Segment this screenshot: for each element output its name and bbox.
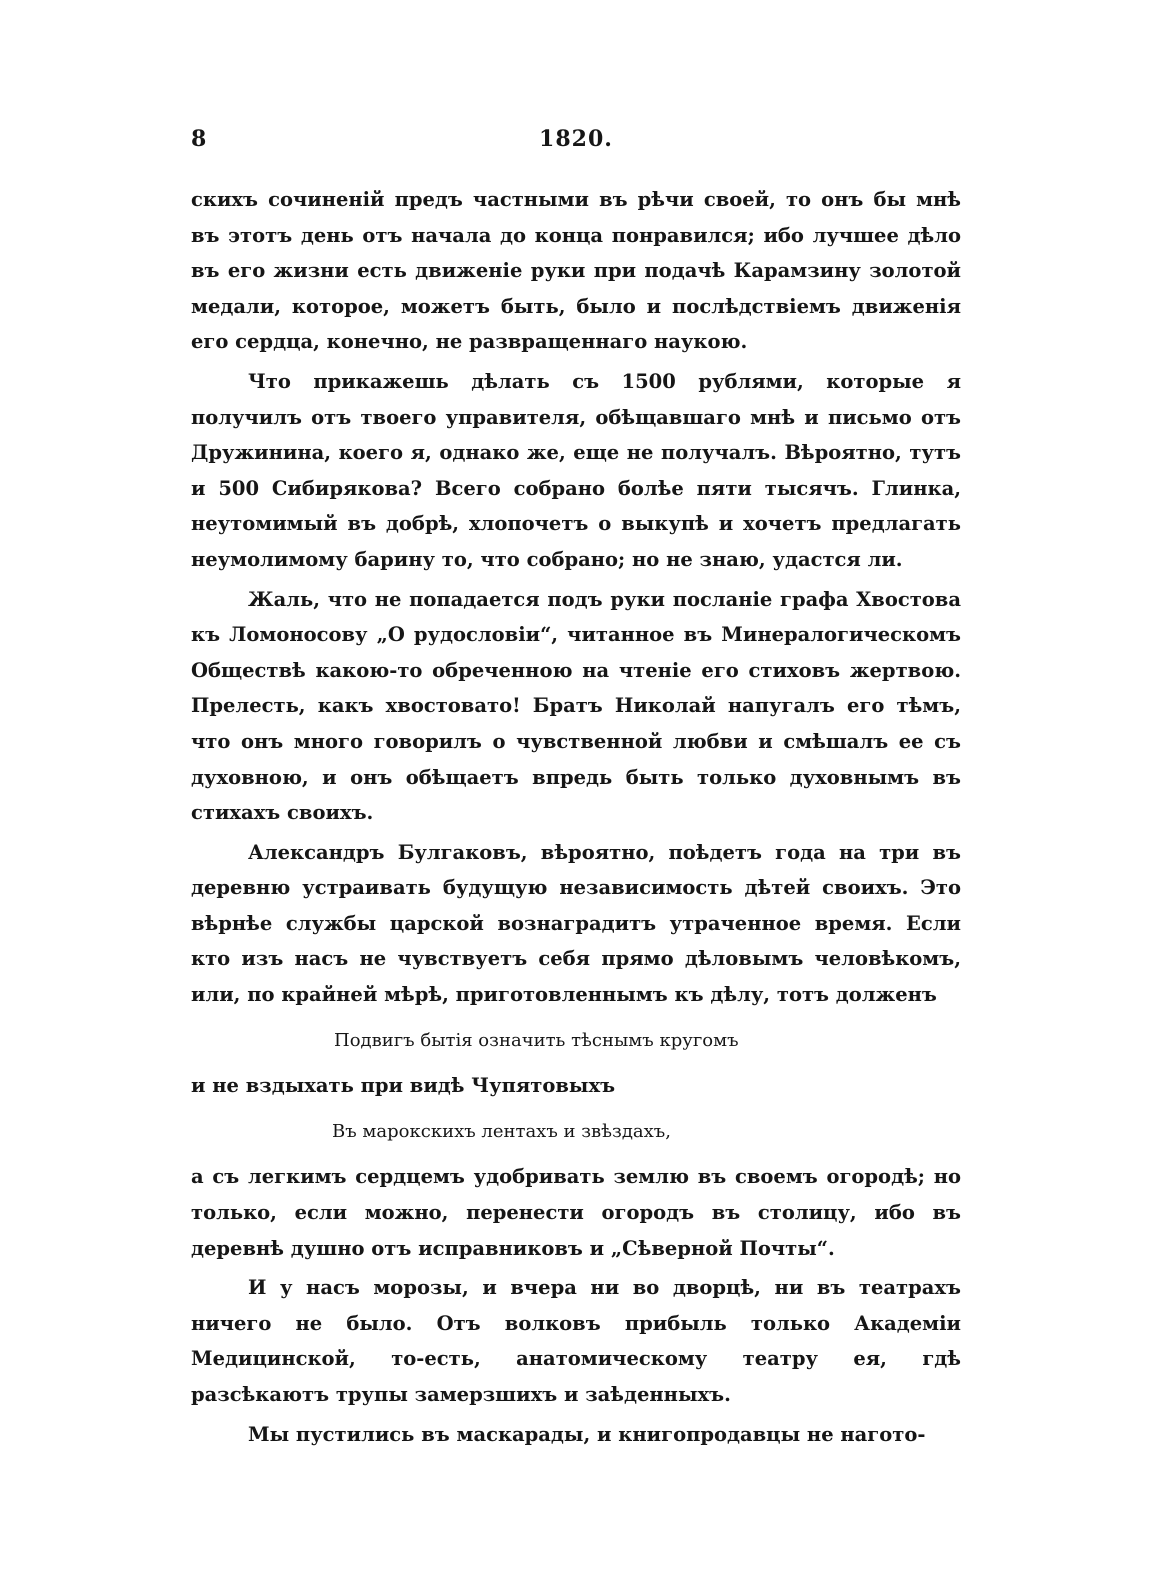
paragraph-frost: И у насъ морозы, и вчера ни во дворцѣ, ни въ театрахъ ничего не было. Отъ волковъ прибыль только Академіи Медицинской, то-есть, анатомическому театру ея, гдѣ разсѣкаютъ трупы замерзшихъ и заѣденныхъ. xyxy=(191,1276,961,1406)
verse-line-1: Подвигъ бытія означить тѣснымъ кругомъ xyxy=(334,1029,739,1051)
body-text xyxy=(191,182,961,1456)
paragraph-masquerade: Мы пустились въ маскарады, и книгопродавцы не нагото- xyxy=(248,1422,926,1446)
paragraph-garden: а съ легкимъ сердцемъ удобривать землю въ своемъ огородѣ; но только, если можно, перенести огородъ въ столицу, ибо въ деревнѣ душно отъ исправниковъ и „Сѣверной Почты“. xyxy=(191,1165,961,1260)
middle-line: и не вздыхать при видѣ Чупятовыхъ xyxy=(191,1074,616,1098)
paragraph-money: Что прикажешь дѣлать съ 1500 рублями, которые я получилъ отъ твоего управителя, обѣщавшаго мнѣ и письмо отъ Дружинина, коего я, однако же, еще не получалъ. Вѣроятно, тутъ и 500 Сибирякова? Всего собрано болѣе пяти тысячъ. Глинка, неутомимый въ добрѣ, хлопочетъ о выкупѣ и хочетъ предлагать неумолимому барину то, что собрано; но не знаю, удастся ли. xyxy=(191,369,961,571)
page-number: 8 xyxy=(191,126,207,152)
paragraph-khvostov: Жаль, что не попадается подъ руки посланіе графа Хвостова къ Ломоносову „О рудословіи“, читанное въ Минералогическомъ Обществѣ какою-то обреченною на чтеніе его стиховъ жертвою. Прелесть, какъ хвостовато! Братъ Николай напугалъ его тѣмъ, что онъ много говорилъ о чувственной любви и смѣшалъ ее съ духовною, и онъ обѣщаетъ впредь быть только духовнымъ въ стихахъ своихъ. xyxy=(191,587,961,825)
verse-line-2: Въ марокскихъ лентахъ и звѣздахъ, xyxy=(332,1120,671,1142)
paragraph-bulgakov: Александръ Булгаковъ, вѣроятно, поѣдетъ года на три въ деревню устраивать будущую независимость дѣтей своихъ. Это вѣрнѣе службы царской вознаградитъ утраченное время. Если кто изъ насъ не чувствуетъ себя прямо дѣловымъ человѣкомъ, или, по крайней мѣрѣ, приготовленнымъ къ дѣлу, тотъ долженъ xyxy=(191,840,961,1007)
running-head-year: 1820. xyxy=(539,126,613,152)
page-header xyxy=(191,126,961,166)
paragraph-continued: скихъ сочиненій предъ частными въ рѣчи своей, то онъ бы мнѣ въ этотъ день отъ начала до конца понравился; ибо лучшее дѣло въ его жизни есть движеніе руки при подачѣ Карамзину золотой медали, которое, можетъ быть, было и послѣдствіемъ движенія его сердца, конечно, не развращеннаго наукою. xyxy=(191,188,961,354)
